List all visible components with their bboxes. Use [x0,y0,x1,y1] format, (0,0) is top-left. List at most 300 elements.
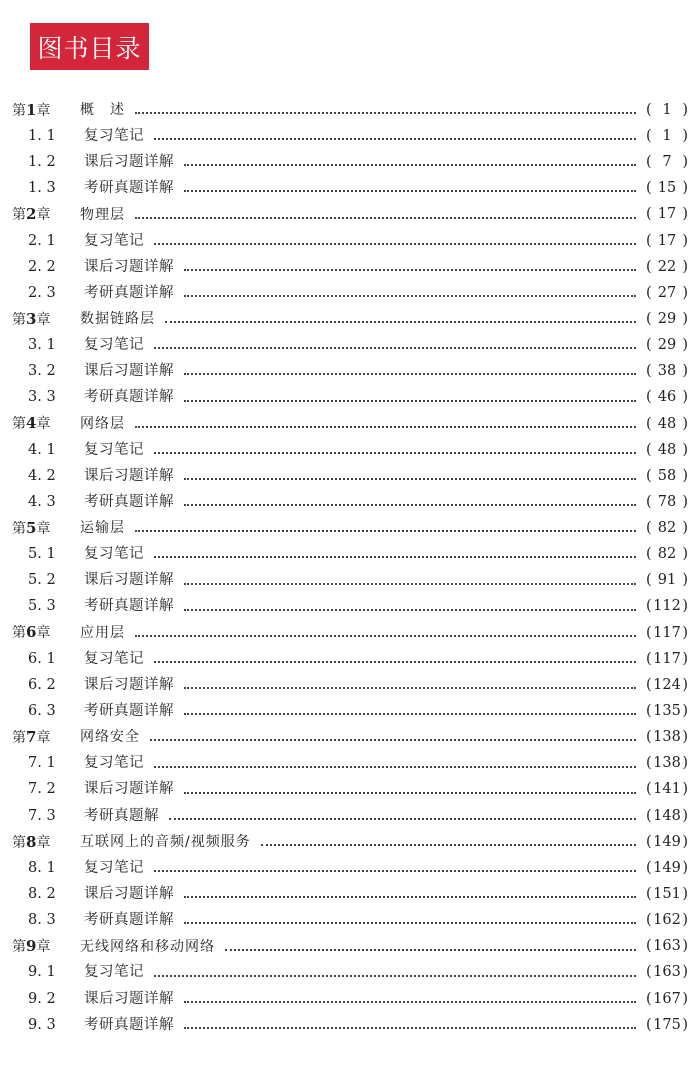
section-number: 9. 2 [28,990,56,1007]
close-paren: ) [682,755,688,772]
page-ref [646,129,688,144]
chapter-suffix: 章 [36,207,51,224]
close-paren: ) [682,886,688,903]
page-number: 58 [657,467,677,484]
section-number: 5. 2 [28,572,56,589]
close-paren: ) [682,180,688,197]
open-paren: ( [646,964,652,981]
dot-leader [225,949,636,951]
section-number: 5. 1 [28,546,56,563]
chapter-digit: 2 [26,205,37,224]
section-title: 课后习题详解 [84,467,174,484]
table-of-contents [12,97,688,1038]
chapter-digit: 9 [26,937,37,956]
chapter-number [12,939,80,954]
open-paren: ( [646,363,652,380]
open-paren: ( [646,232,652,249]
chapter-suffix: 章 [36,416,51,433]
page-number: 29 [657,310,677,327]
dot-leader [184,896,636,898]
toc-section-row[interactable] [12,698,688,724]
section-title: 考研真题详解 [84,912,174,929]
chapter-title: 概 述 [80,102,125,119]
chapter-digit: 5 [26,518,37,537]
section-number: 8. 1 [28,859,56,876]
toc-section-row[interactable] [12,855,688,881]
dot-leader [135,635,636,637]
close-paren: ) [682,389,688,406]
page-number: 163 [653,964,681,981]
dot-leader [154,975,636,977]
open-paren: ( [646,415,652,432]
toc-section-row[interactable] [12,123,688,149]
toc-section-row[interactable] [12,385,688,411]
page-number: 135 [653,703,681,720]
page-number: 48 [657,415,677,432]
toc-section-row[interactable] [12,986,688,1012]
chapter-digit: 6 [26,623,37,642]
close-paren: ) [682,1016,688,1033]
open-paren: ( [646,729,652,746]
dot-leader [165,321,636,323]
chapter-prefix: 第 [12,834,26,851]
toc-section-row[interactable] [12,280,688,306]
chapter-prefix: 第 [12,416,26,433]
page-number: 27 [657,284,677,301]
section-number: 4. 2 [28,467,56,484]
toc-chapter-row[interactable] [12,202,688,228]
page-ref [646,260,688,275]
open-paren: ( [646,546,652,563]
toc-section-row[interactable] [12,332,688,358]
chapter-title: 互联网上的音频/视频服务 [80,834,251,850]
toc-section-row[interactable] [12,960,688,986]
chapter-number [12,309,80,328]
page-ref [646,521,688,536]
chapter-prefix: 第 [12,311,26,328]
chapter-number [12,832,80,851]
open-paren: ( [646,154,652,171]
open-paren: ( [646,493,652,510]
section-title: 复习笔记 [84,337,144,354]
close-paren: ) [682,310,688,327]
page-number: 22 [657,258,677,275]
toc-section-row[interactable] [12,568,688,594]
dot-leader [261,844,636,846]
page-ref [646,652,688,667]
dot-leader [154,661,636,663]
page-ref [646,417,688,432]
chapter-digit: 7 [26,727,37,746]
section-number: 8. 3 [28,912,56,929]
open-paren: ( [646,572,652,589]
close-paren: ) [682,154,688,171]
chapter-title: 应用层 [80,624,125,641]
page-number: 141 [653,781,681,798]
section-title: 课后习题详解 [84,154,174,171]
chapter-number [12,100,80,119]
page-number: 1 [662,101,672,118]
section-number: 1. 3 [28,180,56,197]
page-ref [646,234,688,249]
section-number: 9. 3 [28,1016,56,1033]
page-ref [646,678,688,693]
open-paren: ( [646,180,652,197]
toc-section-row[interactable] [12,175,688,201]
toc-section-row[interactable] [12,358,688,384]
close-paren: ) [682,101,688,118]
close-paren: ) [682,441,688,458]
page-number: 38 [657,363,677,380]
close-paren: ) [682,598,688,615]
dot-leader [135,426,636,428]
toc-section-row[interactable] [12,541,688,567]
chapter-suffix: 章 [36,625,51,642]
page-number: 138 [653,755,681,772]
open-paren: ( [646,912,652,929]
page-ref [646,390,688,405]
close-paren: ) [682,964,688,981]
open-paren: ( [646,650,652,667]
open-paren: ( [646,389,652,406]
open-paren: ( [646,598,652,615]
close-paren: ) [682,363,688,380]
toc-banner: 图书目录 [30,23,149,70]
page-number: 1 [662,127,672,144]
page-number: 91 [657,572,677,589]
page-number: 17 [657,232,677,249]
chapter-digit: 1 [26,100,37,119]
section-title: 复习笔记 [84,546,144,563]
page-ref [646,495,688,510]
section-number: 7. 2 [28,781,56,798]
open-paren: ( [646,337,652,354]
section-number: 2. 1 [28,232,56,249]
dot-leader [184,269,636,271]
section-number: 1. 1 [28,127,56,144]
open-paren: ( [646,206,652,223]
toc-section-row[interactable] [12,646,688,672]
toc-section-row[interactable] [12,751,688,777]
section-number: 7. 3 [28,807,56,824]
dot-leader [184,400,636,402]
dot-leader [154,766,636,768]
dot-leader [135,530,636,532]
open-paren: ( [646,101,652,118]
page-ref [646,181,688,196]
toc-section-row[interactable] [12,1012,688,1038]
page-ref [646,312,688,327]
open-paren: ( [646,520,652,537]
chapter-title: 数据链路层 [80,311,155,328]
chapter-suffix: 章 [36,834,51,851]
section-title: 课后习题详解 [84,258,174,275]
page-ref [646,103,688,118]
section-number: 2. 2 [28,258,56,275]
section-title: 考研真题详解 [84,284,174,301]
page-ref [646,364,688,379]
open-paren: ( [646,441,652,458]
page-number: 82 [657,520,677,537]
section-number: 4. 3 [28,493,56,510]
section-number: 6. 2 [28,676,56,693]
toc-section-row[interactable] [12,594,688,620]
dot-leader [184,1001,636,1003]
page-ref [646,547,688,562]
dot-leader [135,217,636,219]
page-ref [646,730,688,745]
close-paren: ) [682,624,688,641]
page-ref [646,1018,688,1033]
close-paren: ) [682,990,688,1007]
section-number: 8. 2 [28,886,56,903]
section-number: 4. 1 [28,441,56,458]
close-paren: ) [682,520,688,537]
section-number: 1. 2 [28,154,56,171]
toc-chapter-row[interactable] [12,620,688,646]
toc-chapter-row[interactable] [12,97,688,123]
page-ref [646,286,688,301]
close-paren: ) [682,912,688,929]
close-paren: ) [682,781,688,798]
toc-section-row[interactable] [12,463,688,489]
open-paren: ( [646,990,652,1007]
section-number: 9. 1 [28,964,56,981]
close-paren: ) [682,572,688,589]
open-paren: ( [646,1016,652,1033]
chapter-prefix: 第 [12,207,26,224]
page-number: 138 [653,729,681,746]
page-ref [646,756,688,771]
chapter-suffix: 章 [36,520,51,537]
section-title: 复习笔记 [84,441,144,458]
close-paren: ) [682,206,688,223]
page-ref [646,992,688,1007]
section-title: 考研真题详解 [84,493,174,510]
page-ref [646,338,688,353]
chapter-prefix: 第 [12,102,26,119]
page-ref [646,913,688,928]
close-paren: ) [682,546,688,563]
section-title: 课后习题详解 [84,886,174,903]
page-number: 148 [653,807,681,824]
page-number: 112 [653,598,681,615]
chapter-prefix: 第 [12,625,26,642]
open-paren: ( [646,467,652,484]
toc-section-row[interactable] [12,777,688,803]
section-title: 考研真题详解 [84,703,174,720]
section-title: 课后习题详解 [84,781,174,798]
dot-leader [154,870,636,872]
close-paren: ) [682,284,688,301]
close-paren: ) [682,415,688,432]
section-number: 5. 3 [28,598,56,615]
page-ref [646,469,688,484]
close-paren: ) [682,337,688,354]
toc-chapter-row[interactable] [12,829,688,855]
close-paren: ) [682,676,688,693]
close-paren: ) [682,493,688,510]
dot-leader [184,1027,636,1029]
page-ref [646,965,688,980]
page-number: 48 [657,441,677,458]
page-ref [646,835,688,850]
open-paren: ( [646,676,652,693]
page-number: 151 [653,886,681,903]
toc-chapter-row[interactable] [12,306,688,332]
section-title: 课后习题详解 [84,363,174,380]
dot-leader [184,373,636,375]
chapter-suffix: 章 [36,939,51,956]
section-title: 复习笔记 [84,232,144,249]
section-number: 6. 1 [28,650,56,667]
page-number: 175 [653,1016,681,1033]
toc-section-row[interactable] [12,881,688,907]
chapter-digit: 4 [26,414,37,433]
dot-leader [184,609,636,611]
chapter-prefix: 第 [12,520,26,537]
page-number: 17 [657,206,677,223]
section-number: 6. 3 [28,703,56,720]
page-number: 149 [653,859,681,876]
page-ref [646,155,688,170]
page-ref [646,599,688,614]
close-paren: ) [682,258,688,275]
section-number: 3. 3 [28,389,56,406]
open-paren: ( [646,624,652,641]
page-ref [646,704,688,719]
close-paren: ) [682,729,688,746]
section-title: 考研真题解 [84,807,159,824]
page-ref [646,207,688,222]
chapter-title: 网络安全 [80,729,140,746]
open-paren: ( [646,258,652,275]
open-paren: ( [646,807,652,824]
toc-section-row[interactable] [12,803,688,829]
page-number: 117 [653,624,681,641]
page-number: 149 [653,833,681,850]
section-title: 课后习题详解 [84,990,174,1007]
chapter-number [12,625,80,640]
chapter-title: 物理层 [80,206,125,223]
chapter-title: 运输层 [80,520,125,537]
dot-leader [169,818,636,820]
dot-leader [154,243,636,245]
toc-chapter-row[interactable] [12,515,688,541]
open-paren: ( [646,284,652,301]
chapter-prefix: 第 [12,939,26,956]
close-paren: ) [682,232,688,249]
page-ref [646,861,688,876]
dot-leader [184,295,636,297]
chapter-number [12,727,80,746]
toc-section-row[interactable] [12,672,688,698]
page-number: 7 [662,154,672,171]
close-paren: ) [682,859,688,876]
chapter-number [12,416,80,431]
dot-leader [184,190,636,192]
toc-section-row[interactable] [12,489,688,515]
close-paren: ) [682,807,688,824]
page-ref [646,626,688,641]
dot-leader [154,452,636,454]
page-number: 167 [653,990,681,1007]
close-paren: ) [682,833,688,850]
toc-chapter-row[interactable] [12,411,688,437]
section-title: 复习笔记 [84,650,144,667]
page-number: 46 [657,389,677,406]
close-paren: ) [682,127,688,144]
section-number: 2. 3 [28,284,56,301]
chapter-prefix: 第 [12,729,26,746]
chapter-title: 网络层 [80,415,125,432]
open-paren: ( [646,781,652,798]
open-paren: ( [646,859,652,876]
page-number: 163 [653,938,681,955]
open-paren: ( [646,938,652,955]
section-title: 课后习题详解 [84,676,174,693]
dot-leader [184,792,636,794]
page-number: 124 [653,676,681,693]
open-paren: ( [646,703,652,720]
section-title: 复习笔记 [84,755,144,772]
page-ref [646,443,688,458]
open-paren: ( [646,833,652,850]
chapter-number [12,518,80,537]
section-title: 考研真题详解 [84,389,174,406]
page-number: 78 [657,493,677,510]
chapter-digit: 8 [26,832,37,851]
toc-section-row[interactable] [12,907,688,933]
page-ref [646,887,688,902]
open-paren: ( [646,886,652,903]
chapter-number [12,207,80,222]
toc-chapter-row[interactable] [12,934,688,960]
dot-leader [184,922,636,924]
dot-leader [150,739,636,741]
dot-leader [184,504,636,506]
chapter-suffix: 章 [36,311,51,328]
dot-leader [135,112,636,114]
dot-leader [184,478,636,480]
page-ref [646,782,688,797]
toc-section-row[interactable] [12,149,688,175]
page-ref [646,939,688,954]
dot-leader [184,164,636,166]
section-number: 7. 1 [28,755,56,772]
toc-chapter-row[interactable] [12,724,688,750]
toc-section-row[interactable] [12,228,688,254]
toc-section-row[interactable] [12,437,688,463]
section-title: 考研真题详解 [84,1016,174,1033]
dot-leader [154,556,636,558]
section-number: 3. 2 [28,363,56,380]
dot-leader [184,713,636,715]
dot-leader [184,687,636,689]
page-ref [646,809,688,824]
toc-section-row[interactable] [12,254,688,280]
page-number: 15 [657,180,677,197]
section-title: 复习笔记 [84,859,144,876]
page-number: 82 [657,546,677,563]
chapter-title: 无线网络和移动网络 [80,938,215,955]
chapter-suffix: 章 [36,729,51,746]
section-title: 考研真题详解 [84,598,174,615]
section-title: 课后习题详解 [84,572,174,589]
close-paren: ) [682,650,688,667]
section-title: 考研真题详解 [84,180,174,197]
open-paren: ( [646,310,652,327]
